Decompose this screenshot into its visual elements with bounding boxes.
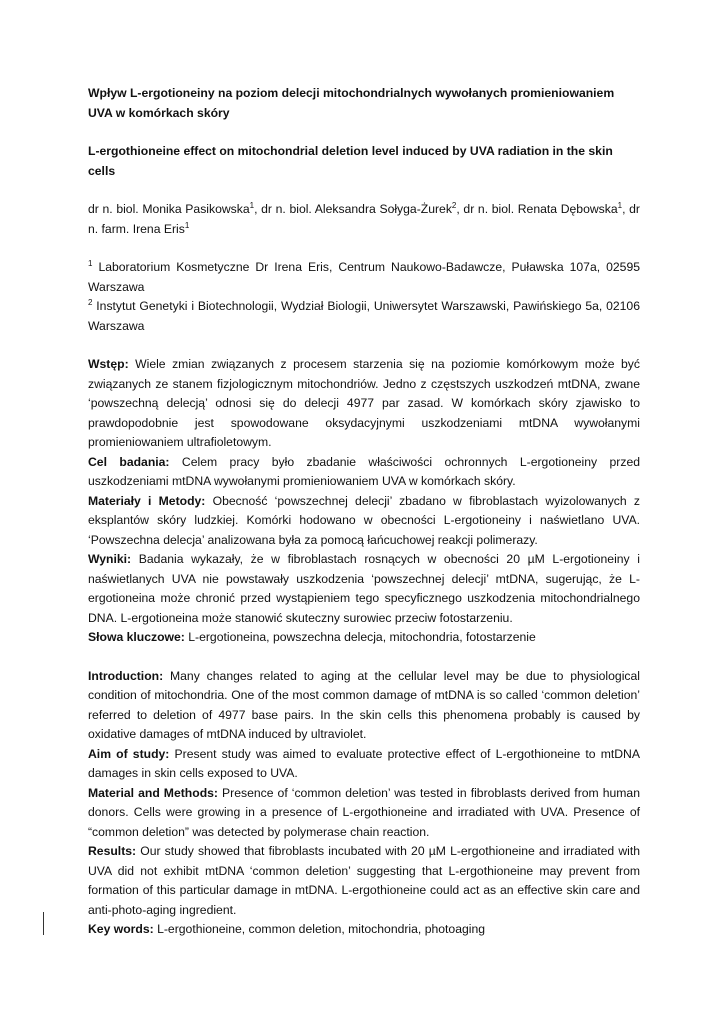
affiliation-number: 1 [88,258,93,268]
section-label: Cel badania: [88,454,170,469]
section-text: Presence of ‘common deletion’ was tested in fibroblasts derived from human donors. Cells were growing in a presence of L-ergothioneine and irradiated with UVA. Presence of “common deletion” was detected by polymerase chain reaction. [88,785,640,839]
abstract-paragraph [88,628,640,648]
section-label: Results: [88,844,137,858]
text-cursor [43,912,44,935]
section-text: Obecność ‘powszechnej delecji’ zbadano w fibroblastach wyizolowanych z eksplantów skóry ludzkiej. Komórki hodowano w obecności L-ergotioneiny i naświetlano UVA. ‘Powszechna delecja’ analizowana była za pomocą łańcuchowej reakcji polimerazy. [88,493,640,547]
section-text: Present study was aimed to evaluate protective effect of L-ergothioneine to mtDNA damages in skin cells exposed to UVA. [88,746,640,780]
author-name: dr n. biol. Monika Pasikowska [88,202,250,216]
abstract-paragraph [88,784,640,843]
author-list: dr n. biol. Monika Pasikowska$^1$, dr n. biol. Aleksandra Sołyga-Żurek$^2$, dr n. biol. Renata Dębowska$^1$, dr n. farm. Irena Eris$^1$ [88,200,640,236]
abstract-paragraph [88,550,640,628]
section-label: Materiały i Metody: [88,493,206,508]
section-text: Many changes related to aging at the cellular level may be due to physiological condition of mitochondria. One of the most common damage of mtDNA is so called ‘common deletion’ referred to deletion of 4977 base pairs. In the skin cells this phenomena probably is caused by oxidative damages of mtDNA induced by ultraviolet. [88,668,640,741]
section-text: L-ergothioneine, common deletion, mitochondria, photoaging [153,922,486,936]
author-affiliation-mark: 2 [451,200,457,210]
abstract-polish [88,355,640,648]
title-english: L-ergothioneine effect on mitochondrial deletion level induced by UVA radiation in the skin cells [88,144,613,178]
author-affiliation-mark: 1 [249,200,255,210]
author-name: dr n. biol. Aleksandra Sołyga-Żurek [261,202,452,216]
section-label: Aim of study: [88,746,170,761]
section-label: Introduction: [88,668,164,683]
abstract-paragraph [88,492,640,551]
abstract-paragraph [88,667,640,745]
section-label: Wyniki: [88,552,132,566]
author-name: dr n. farm. Irena Eris [88,202,640,236]
section-text: L-ergotioneina, powszechna delecja, mitochondria, fotostarzenie [184,630,536,644]
author-affiliation-mark: 1 [184,220,190,230]
title-polish: Wpływ L-ergotioneiny na poziom delecji mitochondrialnych wywołanych promieniowaniem UVA w komórkach skóry [88,86,615,120]
abstract-paragraph [88,745,640,784]
section-label: Key words: [88,922,154,936]
section-label: Material and Methods: [88,785,218,800]
abstract-paragraph [88,355,640,453]
affiliation-number: 2 [88,297,93,307]
affiliation [88,297,640,336]
affiliation-text: Laboratorium Kosmetyczne Dr Irena Eris, Centrum Naukowo-Badawcze, Puławska 107a, 02595 Warszawa [88,260,640,294]
section-label: Słowa kluczowe: [88,630,185,644]
affiliation-text: Instytut Genetyki i Biotechnologii, Wydział Biologii, Uniwersytet Warszawski, Pawińskiego 5a, 02106 Warszawa [88,299,640,333]
abstract-english [88,667,640,940]
abstract-paragraph [88,842,640,920]
section-label: Wstęp: [88,357,129,371]
section-text: Our study showed that fibroblasts incubated with 20 µM L-ergothioneine and irradiated with UVA did not exhibit mtDNA ‘common deletion’ suggesting that L-ergothioneine may prevent from formation of this particular damage in mtDNA. L-ergothioneine could act as an effective skin care and anti-photo-aging ingredient. [88,844,640,917]
abstract-paragraph [88,453,640,492]
author-name: dr n. biol. Renata Dębowska [463,202,618,216]
affiliation [88,258,640,297]
section-text: Badania wykazały, że w fibroblastach rosnących w obecności 20 µM L-ergotioneiny i naświetlanych UVA nie powstawały uszkodzenia ‘powszechnej delecji’ mtDNA, sugerując, że L-ergotioneina może chronić przed wystąpieniem tego specyficznego uszkodzenia mitochondrialnego DNA. L-ergotioneina może stanowić skuteczny surowiec przeciw fotostarzeniu. [88,552,640,625]
section-text: Celem pracy było zbadanie właściwości ochronnych L-ergotioneiny przed uszkodzeniami mtDNA wywołanymi promieniowaniem UVA w komórkach skóry. [88,454,641,488]
document-page [88,84,640,940]
section-text: Wiele zmian związanych z procesem starzenia się na poziomie komórkowym może być związanych ze stanem fizjologicznym mitochondriów. Jedno z częstszych uszkodzeń mtDNA, zwane ‘powszechną delecją’ odnosi się do delecji 4977 par zasad. W komórkach skóry zjawisko to prawdopodobnie jest spowodowane oksydacyjnymi uszkodzeniami mtDNA wywołanymi promieniowaniem ultrafioletowym. [88,357,640,449]
abstract-paragraph [88,920,640,940]
author-affiliation-mark: 1 [617,200,623,210]
